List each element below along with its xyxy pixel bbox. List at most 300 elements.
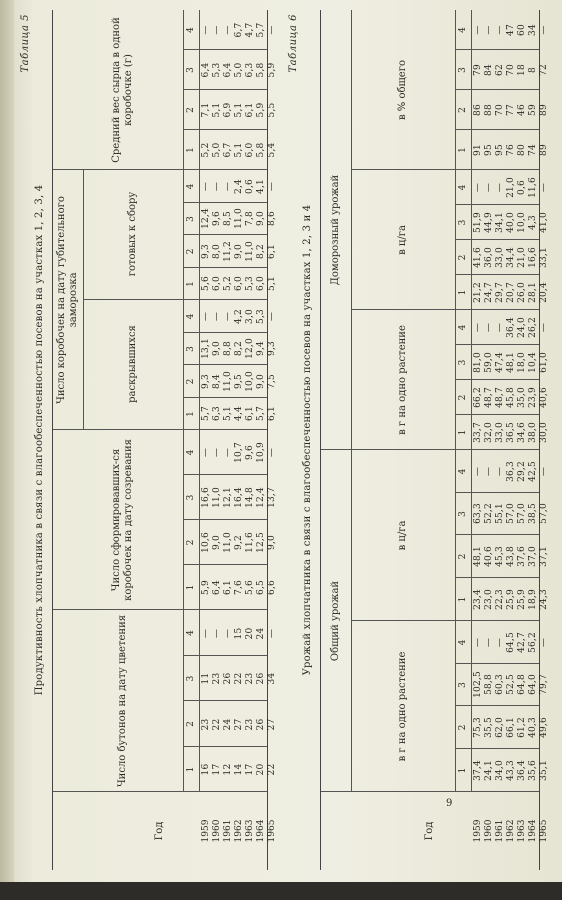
table-cell: — [484, 25, 494, 35]
col-number: 1 [186, 584, 196, 591]
table-cell: 6,0 [256, 276, 266, 291]
table-cell: 12,1 [223, 487, 233, 508]
data-column [473, 50, 550, 90]
table-cell: 6,1 [245, 102, 255, 118]
table-cell: 12,5 [256, 532, 266, 553]
table-cell: — [484, 637, 494, 648]
table-cell: — [539, 466, 549, 477]
table-cell: 18,9 [528, 589, 538, 610]
table-cell: 10,0 [517, 212, 527, 233]
table-cell: 79 [473, 64, 483, 76]
table-cell: — [473, 25, 483, 35]
table-cell: — [495, 466, 505, 477]
table-cell: 95 [495, 144, 505, 156]
table-cell: 23 [212, 672, 222, 685]
table-cell: 2,4 [234, 179, 244, 194]
table-cell: 9,6 [212, 211, 222, 226]
table-cell: — [484, 466, 494, 477]
table-cell: 20 [245, 627, 255, 640]
table-cell: 20,4 [539, 282, 549, 303]
table-cell: 23,4 [473, 589, 483, 610]
table-cell: 17 [245, 763, 255, 776]
data-column [473, 10, 550, 50]
table-cell: 63,3 [473, 503, 483, 524]
table-cell: — [223, 447, 233, 458]
table-cell: 9,0 [212, 535, 222, 550]
col-number: 4 [458, 324, 468, 331]
table-cell: 22,3 [495, 589, 505, 610]
table-cell: 33,1 [539, 247, 549, 268]
table-cell: 9,0 [234, 244, 244, 259]
table-cell: 22 [212, 718, 222, 731]
table-cell: 11,6 [245, 532, 255, 553]
data-column [473, 415, 550, 450]
table-cell: 42,7 [517, 632, 527, 653]
table-cell: — [267, 628, 277, 639]
table-cell: — [484, 322, 494, 333]
col-number: 4 [186, 183, 196, 190]
data-column [473, 345, 550, 380]
table-cell: 52,5 [506, 674, 516, 695]
table-cell: 6,3 [212, 406, 222, 421]
table-cell: 8,2 [256, 244, 266, 259]
table-cell: 5,7 [201, 406, 211, 421]
table-cell: 8,2 [234, 341, 244, 356]
col-number: 4 [458, 184, 468, 191]
table-cell: 47 [506, 24, 516, 36]
table-cell: 35,0 [517, 387, 527, 408]
table-cell: 11,0 [212, 487, 222, 508]
table-cell: 16 [201, 763, 211, 776]
table-cell: 40,3 [528, 717, 538, 738]
col-number: 1 [186, 411, 196, 417]
table-cell: — [223, 628, 233, 639]
col-number: 4 [458, 27, 468, 33]
table-cell: 38,0 [528, 422, 538, 443]
table-cell: 74 [528, 144, 538, 156]
table-cell: 29,2 [517, 461, 527, 482]
table-cell: 6,7 [223, 142, 233, 158]
col-number: 4 [458, 639, 468, 646]
table-cell: 81,0 [473, 352, 483, 373]
table-cell: 21,0 [506, 177, 516, 198]
table-cell: 5,6 [245, 580, 255, 595]
table-cell: 35,1 [539, 760, 549, 781]
table-6-title: Урожай хлопчатника в связи с влагообеспеченностью посевов на участках 1, 2, 3 и 4 [302, 204, 313, 676]
data-column [473, 621, 550, 664]
ready-bolls-header: готовых к сбору [127, 191, 138, 277]
table-cell: 35,5 [484, 717, 494, 738]
table-cell: 27 [267, 718, 277, 731]
table-cell: 6,6 [267, 580, 277, 595]
table-cell: 29,7 [495, 282, 505, 303]
table-cell: 40,6 [539, 387, 549, 408]
table-cell: 43,3 [506, 760, 516, 781]
frost-bolls-header: Число коробочек на дату губительного заморозка [56, 196, 79, 404]
col-number: 2 [458, 553, 468, 560]
table-cell: 22 [267, 763, 277, 776]
table-5 [20, 10, 277, 870]
data-column [473, 380, 550, 415]
table-cell: 60 [517, 24, 527, 36]
prefrost-per-ha-header: в ц/га [397, 225, 408, 255]
table-cell: 5,9 [256, 102, 266, 118]
table-cell: — [267, 25, 277, 35]
table-cell: 6,4 [223, 62, 233, 78]
table-cell: 8,5 [223, 211, 233, 226]
table-cell: — [201, 25, 211, 35]
table-cell: 7,6 [234, 580, 244, 595]
table-cell: 6,3 [245, 62, 255, 78]
table-cell: 45,3 [495, 546, 505, 567]
table-cell: 80 [517, 144, 527, 156]
table-cell: 5,8 [256, 142, 266, 158]
table-cell: 57,0 [506, 503, 516, 524]
col-number: 2 [186, 721, 196, 727]
table-cell: 24,1 [484, 760, 494, 781]
table-cell: 9,0 [212, 341, 222, 356]
table-cell: 5,2 [201, 142, 211, 158]
table-cell: 25,9 [506, 589, 516, 610]
table-cell: 62,0 [495, 717, 505, 738]
data-column [201, 300, 278, 333]
table-cell: 48,1 [506, 352, 516, 373]
table-cell: — [212, 447, 222, 458]
year-column: 1959 1960 1961 1962 1963 1964 1965 [473, 819, 549, 843]
opened-bolls-header: раскрывшихся [127, 325, 138, 403]
table-cell: 5,7 [256, 22, 266, 38]
col-number: 2 [186, 107, 196, 113]
total-per-ha-header: в ц/га [397, 520, 408, 551]
table-cell: 42,5 [528, 461, 538, 482]
table-cell: 11,0 [223, 371, 233, 392]
table-cell: 41,6 [473, 247, 483, 268]
table-cell: 48,1 [473, 546, 483, 567]
table-cell: 61,0 [539, 352, 549, 373]
total-yield-header: Общий урожай [330, 580, 341, 662]
table-cell: 24,7 [484, 282, 494, 303]
table-cell: 51,9 [473, 212, 483, 233]
table-cell: 70 [495, 104, 505, 116]
table-cell: 5,5 [267, 102, 277, 118]
col-number: 1 [458, 596, 468, 603]
table-cell: 25,9 [517, 589, 527, 610]
table-cell: 5,3 [245, 276, 255, 291]
col-number: 4 [458, 468, 468, 475]
total-per-plant-header: в г на одно растение [397, 651, 408, 762]
table-cell: 79,7 [539, 674, 549, 695]
data-column [201, 202, 278, 235]
table-cell: 34,6 [517, 422, 527, 443]
table-cell: 26 [223, 672, 233, 685]
table-cell: 6,0 [234, 276, 244, 291]
book-binding [0, 0, 14, 900]
table-cell: 5,0 [234, 62, 244, 78]
table-cell: 10,4 [528, 352, 538, 373]
table-cell: 28,1 [528, 282, 538, 303]
table-cell: 30,0 [539, 422, 549, 443]
table-cell: — [473, 466, 483, 477]
table-5-title: Продуктивность хлопчатника в связи с влагообеспеченностью посевов на участках 1, 2, 3, 4 [34, 184, 45, 696]
col-number: 1 [458, 147, 468, 153]
table-cell: 24,0 [517, 317, 527, 338]
percent-of-total-header: в % общего [397, 60, 408, 121]
table-6-label: Таблица 6 [288, 14, 299, 73]
year-column: 1959 1960 1961 1962 1963 1964 1965 [201, 819, 277, 843]
table-cell: — [473, 182, 483, 193]
table-cell: 5,1 [212, 102, 222, 118]
table-cell: 7,1 [201, 102, 211, 118]
table-cell: 38,5 [528, 503, 538, 524]
year-header: Год [424, 821, 435, 841]
table-cell: 62 [495, 64, 505, 76]
table-cell: 57,0 [517, 503, 527, 524]
table-cell: 75,3 [473, 717, 483, 738]
table-cell: — [495, 322, 505, 333]
col-number: 3 [186, 346, 196, 352]
table-cell: 89 [539, 104, 549, 116]
table-cell: — [495, 25, 505, 35]
table-cell: 5,6 [201, 276, 211, 291]
table-cell: 11,2 [223, 241, 233, 262]
table-5-grid [52, 10, 277, 870]
col-number: 2 [458, 254, 468, 261]
table-cell: 49,6 [539, 717, 549, 738]
table-cell: 77 [506, 104, 516, 116]
table-cell: 6,1 [267, 406, 277, 421]
table-cell: 5,8 [256, 62, 266, 78]
table-cell: 5,1 [223, 406, 233, 421]
table-cell: — [539, 182, 549, 193]
table-cell: 5,1 [234, 142, 244, 158]
table-cell: 36,3 [506, 461, 516, 482]
table-cell: 4,2 [234, 309, 244, 324]
table-cell: 24,3 [539, 589, 549, 610]
table-cell: 20,7 [506, 282, 516, 303]
table-cell: — [212, 181, 222, 192]
table-cell: 89 [539, 144, 549, 156]
page-number: 9 [446, 798, 453, 809]
table-cell: 11,6 [528, 177, 538, 198]
table-cell: 5,2 [223, 276, 233, 291]
table-cell: 9,0 [256, 374, 266, 389]
table-cell: 9,3 [267, 341, 277, 356]
table-cell: 0,6 [517, 180, 527, 195]
table-cell: 34,0 [495, 760, 505, 781]
col-number: 3 [186, 67, 196, 73]
table-cell: 21,0 [517, 247, 527, 268]
table-cell: — [201, 181, 211, 192]
table-cell: 9,0 [267, 535, 277, 550]
table-cell: 61,2 [517, 717, 527, 738]
table-cell: 6,9 [223, 102, 233, 118]
table-cell: 6,7 [234, 22, 244, 38]
table-cell: 66,2 [473, 387, 483, 408]
data-column [473, 275, 550, 310]
table-cell: — [473, 637, 483, 648]
table-cell: 86 [473, 104, 483, 116]
data-column [201, 656, 278, 701]
table-cell: 12,4 [256, 487, 266, 508]
table-cell: — [267, 447, 277, 458]
col-number: 2 [186, 539, 196, 546]
data-column [201, 365, 278, 398]
table-cell: 14 [234, 763, 244, 776]
table-cell: 10,7 [234, 442, 244, 463]
data-column [473, 205, 550, 240]
col-number: 4 [186, 313, 196, 320]
table-cell: 23 [201, 718, 211, 731]
table-cell: — [212, 311, 222, 322]
data-column [201, 267, 278, 300]
data-column [201, 170, 278, 203]
table-cell: 16,6 [201, 487, 211, 508]
table-cell: — [267, 181, 277, 192]
table-cell: 10,0 [245, 371, 255, 392]
year-header: Год [154, 821, 165, 841]
table-cell: 5,4 [267, 142, 277, 158]
table-cell: 8,8 [223, 341, 233, 356]
table-cell: 32,0 [484, 422, 494, 443]
table-cell: — [495, 637, 505, 648]
col-number: 3 [458, 682, 468, 688]
table-cell: — [267, 311, 277, 322]
table-cell: 34,1 [495, 212, 505, 233]
data-column [201, 702, 278, 747]
table-cell: 33,0 [495, 422, 505, 443]
table-cell: 4,4 [234, 406, 244, 421]
rotated-content [20, 10, 549, 870]
table-cell: 5,3 [212, 62, 222, 78]
col-number: 4 [186, 630, 196, 636]
table-cell: 5,1 [267, 276, 277, 291]
data-column [473, 170, 550, 205]
data-column [201, 235, 278, 268]
prefrost-per-plant-header: в г на одно растение [397, 325, 408, 435]
table-cell: 24 [223, 718, 233, 731]
data-column [201, 565, 278, 610]
data-column [201, 430, 278, 475]
table-cell: 37,1 [539, 546, 549, 567]
table-cell: 8 [528, 67, 538, 73]
table-cell: 37,0 [528, 546, 538, 567]
table-cell: 34 [528, 24, 538, 36]
table-6-grid [320, 10, 549, 870]
table-cell: 9,2 [234, 535, 244, 550]
table-cell: 12,0 [245, 338, 255, 359]
table-cell: 37,4 [473, 760, 483, 781]
dark-edge [0, 882, 562, 900]
table-cell: — [212, 628, 222, 639]
table-cell: 6,1 [267, 244, 277, 259]
col-number: 3 [186, 675, 196, 682]
col-number: 2 [458, 724, 468, 731]
table-cell: 3,0 [245, 309, 255, 324]
table-cell: — [539, 637, 549, 648]
table-cell: 9,3 [201, 244, 211, 259]
table-cell: — [212, 25, 222, 35]
table-cell: 10,6 [201, 532, 211, 553]
table-cell: 26 [256, 672, 266, 685]
data-column [473, 492, 550, 535]
table-cell: 11,0 [223, 532, 233, 553]
table-cell: 59 [528, 104, 538, 116]
data-column [473, 90, 550, 130]
table-cell: 5,3 [256, 309, 266, 324]
data-column [201, 50, 278, 90]
col-number: 2 [186, 378, 196, 385]
col-number: 3 [458, 511, 468, 517]
col-number: 3 [458, 67, 468, 73]
table-cell: 9,5 [234, 374, 244, 389]
table-cell: 8,6 [267, 211, 277, 226]
table-cell: 6,1 [223, 580, 233, 595]
table-cell: 5,9 [267, 62, 277, 78]
table-cell: 6,4 [212, 580, 222, 595]
data-column [201, 520, 278, 565]
table-cell: 52,2 [484, 503, 494, 524]
table-cell: 60,3 [495, 674, 505, 695]
table-cell: 4,1 [256, 179, 266, 194]
table-cell: 14,8 [245, 487, 255, 508]
table-cell: 13,1 [201, 338, 211, 359]
table-cell: 5,9 [201, 580, 211, 595]
table-cell: 46 [517, 104, 527, 116]
data-column [473, 310, 550, 345]
table-cell: 7,8 [245, 211, 255, 226]
table-cell: 6,0 [212, 276, 222, 291]
table-cell: 58,8 [484, 674, 494, 695]
table-cell: 11,0 [245, 241, 255, 262]
table-cell: 6,0 [245, 142, 255, 158]
data-column [473, 663, 550, 706]
table-cell: — [473, 322, 483, 333]
table-cell: — [223, 25, 233, 35]
col-number: 1 [186, 147, 196, 153]
table-cell: — [201, 311, 211, 322]
col-number: 1 [458, 429, 468, 436]
table-cell: 26 [256, 718, 266, 731]
table-cell: — [484, 182, 494, 193]
table-cell: 10,9 [256, 442, 266, 463]
table-cell: 36,4 [506, 317, 516, 338]
table-cell: 9,4 [256, 341, 266, 356]
table-cell: 34 [267, 672, 277, 685]
table-cell: 8,0 [212, 244, 222, 259]
data-column [201, 475, 278, 520]
table-cell: 26,2 [528, 317, 538, 338]
table-cell: 21,2 [473, 282, 483, 303]
col-number: 4 [186, 27, 196, 33]
col-number: 1 [186, 281, 196, 287]
table-cell: 26,0 [517, 282, 527, 303]
table-cell: 95 [484, 144, 494, 156]
table-cell: 88 [484, 104, 494, 116]
table-cell: 45,8 [506, 387, 516, 408]
table-cell: 48,7 [495, 387, 505, 408]
table-cell: 35,6 [528, 760, 538, 781]
table-cell: 57,0 [539, 503, 549, 524]
table-cell: 16,6 [528, 247, 538, 268]
table-cell: 47,4 [495, 352, 505, 373]
table-cell: 43,8 [506, 546, 516, 567]
col-number: 3 [458, 359, 468, 366]
table-cell: 40,0 [506, 212, 516, 233]
table-cell: 8,4 [212, 374, 222, 389]
table-cell: — [495, 182, 505, 193]
table-cell: 44,9 [484, 212, 494, 233]
table-cell: 16,4 [234, 487, 244, 508]
